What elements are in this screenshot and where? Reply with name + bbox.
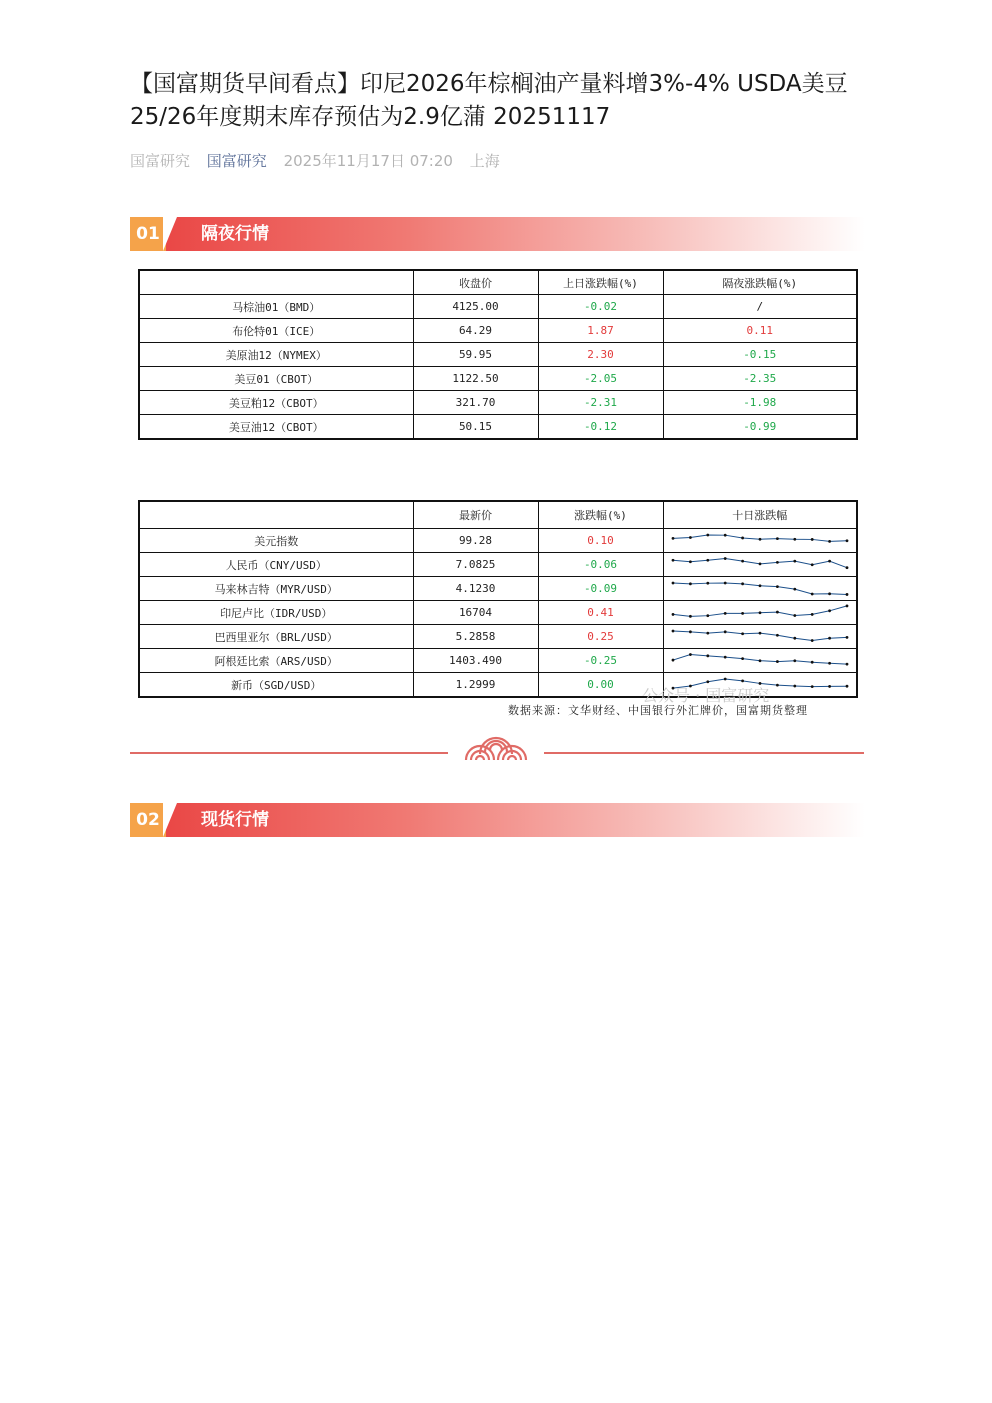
sparkline-point — [828, 560, 831, 563]
author: 国富研究 — [130, 152, 191, 170]
table-row — [139, 553, 857, 577]
currency-name: 人民币（CNY/USD） — [139, 553, 413, 577]
instrument-name: 马棕油01（BMD） — [139, 295, 413, 319]
change-pct: 0.25 — [538, 625, 663, 649]
prev-change: -2.31 — [538, 391, 663, 415]
table-row — [139, 625, 857, 649]
sparkline-point — [793, 685, 796, 688]
sparkline-point — [723, 612, 726, 615]
latest-price: 5.2858 — [413, 625, 538, 649]
currency-name: 阿根廷比索（ARS/USD） — [139, 649, 413, 673]
prev-change: 1.87 — [538, 319, 663, 343]
sparkline-point — [689, 630, 692, 633]
section-header-overnight — [130, 217, 865, 251]
sparkline-point — [845, 593, 848, 596]
currency-name: 巴西里亚尔（BRL/USD） — [139, 625, 413, 649]
change-pct: 0.00 — [538, 673, 663, 698]
ten-day-sparkline — [664, 602, 856, 623]
sparkline-point — [741, 582, 744, 585]
sparkline-point — [776, 684, 779, 687]
sparkline-point — [810, 538, 813, 541]
sparkline-point — [845, 685, 848, 688]
sparkline-point — [758, 538, 761, 541]
table-row — [139, 601, 857, 625]
sparkline-point — [810, 613, 813, 616]
sparkline-point — [689, 615, 692, 618]
currency-name: 马来林吉特（MYR/USD） — [139, 577, 413, 601]
sparkline-point — [723, 678, 726, 681]
fx-market-table — [138, 500, 858, 698]
sparkline-point — [828, 662, 831, 665]
section-title: 隔夜行情 — [201, 224, 269, 244]
sparkline-point — [828, 685, 831, 688]
sparkline-point — [723, 656, 726, 659]
cloud-ornament-icon — [462, 730, 530, 762]
sparkline-point — [758, 659, 761, 662]
sparkline-point — [723, 534, 726, 537]
sparkline-point — [741, 612, 744, 615]
header-cell: 收盘价 — [413, 270, 538, 295]
sparkline-point — [741, 560, 744, 563]
section-divider-shape — [163, 217, 177, 251]
change-pct: -0.06 — [538, 553, 663, 577]
sparkline-cell — [663, 625, 857, 649]
header-cell: 上日涨跌幅(%) — [538, 270, 663, 295]
sparkline-point — [741, 657, 744, 660]
publish-datetime: 2025年11月17日 07:20 — [283, 152, 453, 170]
latest-price: 1403.490 — [413, 649, 538, 673]
instrument-name: 布伦特01（ICE） — [139, 319, 413, 343]
prev-change: 2.30 — [538, 343, 663, 367]
table-row — [139, 367, 857, 391]
table-header-row — [139, 270, 857, 295]
wechat-watermark: 公众号 · 国富研究 — [642, 686, 770, 705]
close-price: 50.15 — [413, 415, 538, 440]
sparkline-cell — [663, 649, 857, 673]
table-row — [139, 649, 857, 673]
sparkline-point — [706, 582, 709, 585]
sparkline-point — [810, 661, 813, 664]
sparkline-point — [776, 660, 779, 663]
ten-day-sparkline — [664, 626, 856, 647]
sparkline-cell — [663, 577, 857, 601]
instrument-name: 美豆01（CBOT） — [139, 367, 413, 391]
latest-price: 4.1230 — [413, 577, 538, 601]
sparkline-point — [758, 584, 761, 587]
sparkline-point — [723, 582, 726, 585]
divider-line-right — [544, 752, 864, 754]
sparkline-point — [671, 582, 674, 585]
sparkline-point — [810, 593, 813, 596]
sparkline-point — [671, 613, 674, 616]
ten-day-sparkline — [664, 530, 856, 551]
header-cell — [139, 501, 413, 529]
sparkline-point — [671, 537, 674, 540]
sparkline-point — [706, 534, 709, 537]
table-row — [139, 295, 857, 319]
table-row — [139, 319, 857, 343]
sparkline-point — [706, 559, 709, 562]
sparkline-point — [741, 537, 744, 540]
sparkline-point — [776, 537, 779, 540]
sparkline-point — [758, 632, 761, 635]
sparkline-point — [689, 653, 692, 656]
section-header-spot — [130, 803, 865, 837]
currency-name: 印尼卢比（IDR/USD） — [139, 601, 413, 625]
sparkline-point — [706, 632, 709, 635]
section-number: 02 — [130, 803, 166, 837]
sparkline-point — [793, 560, 796, 563]
ten-day-sparkline — [664, 650, 856, 671]
sparkline-point — [689, 536, 692, 539]
close-price: 1122.50 — [413, 367, 538, 391]
sparkline-point — [689, 560, 692, 563]
account-link[interactable]: 国富研究 — [206, 152, 267, 170]
table-row — [139, 415, 857, 440]
table-row — [139, 529, 857, 553]
night-change: -1.98 — [663, 391, 857, 415]
section-divider-shape — [163, 803, 177, 837]
sparkline-point — [810, 639, 813, 642]
divider-line-left — [130, 752, 448, 754]
sparkline-point — [793, 614, 796, 617]
sparkline-cell — [663, 553, 857, 577]
night-change: 0.11 — [663, 319, 857, 343]
sparkline-point — [758, 562, 761, 565]
header-cell — [139, 270, 413, 295]
change-pct: 0.41 — [538, 601, 663, 625]
prev-change: -0.12 — [538, 415, 663, 440]
data-source-note: 数据来源：文华财经、中国银行外汇牌价，国富期货整理 — [508, 704, 808, 717]
article-meta — [130, 150, 512, 171]
sparkline-point — [845, 636, 848, 639]
instrument-name: 美原油12（NYMEX） — [139, 343, 413, 367]
latest-price: 1.2999 — [413, 673, 538, 698]
sparkline-point — [793, 637, 796, 640]
header-cell: 十日涨跌幅 — [663, 501, 857, 529]
sparkline-point — [793, 538, 796, 541]
close-price: 64.29 — [413, 319, 538, 343]
sparkline-cell — [663, 529, 857, 553]
ten-day-sparkline — [664, 578, 856, 599]
sparkline-point — [776, 634, 779, 637]
latest-price: 7.0825 — [413, 553, 538, 577]
latest-price: 16704 — [413, 601, 538, 625]
table-row — [139, 577, 857, 601]
sparkline-point — [845, 566, 848, 569]
publish-location: 上海 — [469, 152, 500, 170]
sparkline-point — [810, 685, 813, 688]
sparkline-point — [845, 605, 848, 608]
ten-day-sparkline — [664, 554, 856, 575]
close-price: 4125.00 — [413, 295, 538, 319]
sparkline-point — [828, 592, 831, 595]
sparkline-point — [706, 654, 709, 657]
night-change: / — [663, 295, 857, 319]
table-row — [139, 343, 857, 367]
sparkline-point — [671, 559, 674, 562]
sparkline-cell — [663, 601, 857, 625]
section-title: 现货行情 — [201, 810, 269, 830]
night-change: -0.99 — [663, 415, 857, 440]
instrument-name: 美豆粕12（CBOT） — [139, 391, 413, 415]
overnight-market-table — [138, 269, 858, 440]
sparkline-point — [793, 588, 796, 591]
sparkline-point — [723, 630, 726, 633]
article-title: 【国富期货早间看点】印尼2026年棕榈油产量料增3%-4% USDA美豆25/26年度期末库存预估为2.9亿蒲 20251117 — [130, 71, 848, 130]
night-change: -0.15 — [663, 343, 857, 367]
table-header-row — [139, 501, 857, 529]
currency-name: 新币（SGD/USD） — [139, 673, 413, 698]
sparkline-point — [810, 563, 813, 566]
prev-change: -2.05 — [538, 367, 663, 391]
sparkline-point — [671, 630, 674, 633]
latest-price: 99.28 — [413, 529, 538, 553]
currency-name: 美元指数 — [139, 529, 413, 553]
sparkline-point — [706, 614, 709, 617]
change-pct: 0.10 — [538, 529, 663, 553]
header-cell: 涨跌幅(%) — [538, 501, 663, 529]
sparkline-point — [776, 585, 779, 588]
sparkline-point — [723, 557, 726, 560]
close-price: 59.95 — [413, 343, 538, 367]
section-number: 01 — [130, 217, 166, 251]
sparkline-point — [793, 659, 796, 662]
instrument-name: 美豆油12（CBOT） — [139, 415, 413, 440]
sparkline-point — [741, 632, 744, 635]
close-price: 321.70 — [413, 391, 538, 415]
sparkline-point — [776, 611, 779, 614]
sparkline-point — [828, 637, 831, 640]
sparkline-point — [758, 611, 761, 614]
prev-change: -0.02 — [538, 295, 663, 319]
sparkline-point — [845, 663, 848, 666]
sparkline-point — [671, 659, 674, 662]
header-cell: 最新价 — [413, 501, 538, 529]
sparkline-point — [828, 609, 831, 612]
sparkline-point — [828, 540, 831, 543]
change-pct: -0.09 — [538, 577, 663, 601]
sparkline-point — [776, 561, 779, 564]
sparkline-point — [689, 582, 692, 585]
table-row — [139, 391, 857, 415]
change-pct: -0.25 — [538, 649, 663, 673]
header-cell: 隔夜涨跌幅(%) — [663, 270, 857, 295]
sparkline-point — [741, 679, 744, 682]
sparkline-point — [845, 539, 848, 542]
sparkline-path — [673, 606, 847, 616]
night-change: -2.35 — [663, 367, 857, 391]
